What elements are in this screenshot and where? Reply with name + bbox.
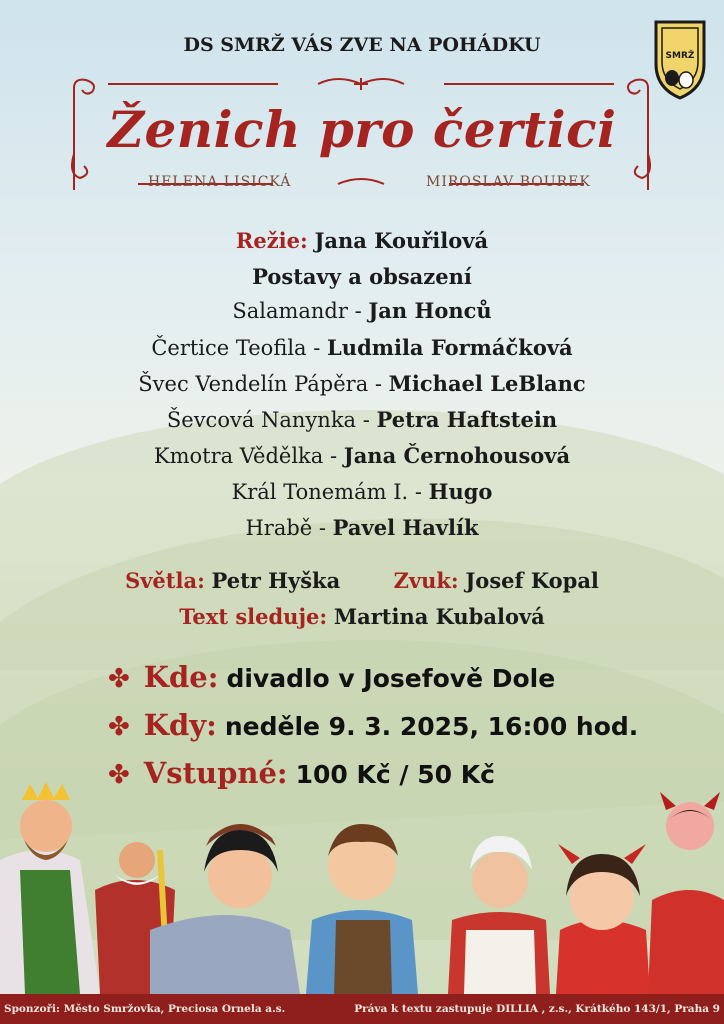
prompter-line <box>0 604 724 629</box>
rights-text: Práva k textu zastupuje DILLIA , z.s., Krátkého 143/1, Praha 9 <box>354 1003 720 1015</box>
info-value: 100 Kč / 50 Kč <box>295 760 495 789</box>
lights-label: Světla: <box>125 568 205 593</box>
cast-row: Salamandr - Jan Honců <box>232 298 492 323</box>
info-value: neděle 9. 3. 2025, 16:00 hod. <box>224 712 639 741</box>
info-when <box>108 708 638 742</box>
cartoon-characters-illustration <box>0 780 724 994</box>
cast-actor: Jan Honců <box>368 298 492 323</box>
cast-role: Švec Vendelín Pápěra <box>138 372 369 396</box>
svg-text:SMRŽ: SMRŽ <box>665 51 695 61</box>
info-value: divadlo v Josefově Dole <box>226 664 556 693</box>
cast-role: Čertice Teofila <box>151 336 307 360</box>
director-line <box>0 228 724 253</box>
godmother-figure <box>448 836 550 994</box>
author-left: HELENA LISICKÁ <box>148 174 292 190</box>
prompter-name: Martina Kubalová <box>333 604 545 629</box>
cast-role: Kmotra Vědělka <box>153 444 324 468</box>
info-label: Kde: <box>143 660 219 694</box>
footer-bar <box>0 994 724 1024</box>
cast-actor: Petra Haftstein <box>376 407 558 432</box>
cast-row: Hrabě - Pavel Havlík <box>245 515 479 540</box>
theatre-logo <box>652 18 708 100</box>
cast-actor: Pavel Havlík <box>332 515 479 540</box>
cast-actor: Michael LeBlanc <box>388 371 586 396</box>
cast-actor: Hugo <box>428 479 493 504</box>
cast-row: Kmotra Vědělka - Jana Černohousová <box>153 443 571 468</box>
director-name: Jana Kouřilová <box>314 228 489 253</box>
cast-role: Hrabě <box>245 516 313 540</box>
devil-figure <box>648 792 724 994</box>
cast-row: Ševcová Nanynka - Petra Haftstein <box>166 407 558 432</box>
sound-label: Zvuk: <box>393 568 459 593</box>
sound-name: Josef Kopal <box>465 568 599 593</box>
cast-role: Král Tonemám I. <box>231 480 409 504</box>
cross-ornament-icon: ✤ <box>108 664 130 694</box>
shoemaker-figure <box>306 824 418 994</box>
cross-ornament-icon: ✤ <box>108 712 130 742</box>
invite-line: DS SMRŽ VÁS ZVE NA POHÁDKU <box>183 34 541 56</box>
info-label: Vstupné: <box>143 756 288 790</box>
devil-girl-figure <box>556 844 650 994</box>
cast-heading: Postavy a obsazení <box>252 264 472 289</box>
author-right: MIROSLAV BOUREK <box>426 174 591 190</box>
cast-role: Ševcová Nanynka <box>166 408 357 432</box>
king-figure <box>0 782 100 994</box>
cast-row: Král Tonemám I. - Hugo <box>231 479 493 504</box>
cast-actor: Jana Černohousová <box>343 443 571 468</box>
cast-role: Salamandr <box>232 299 348 323</box>
play-title: Ženich pro čertici <box>107 100 617 159</box>
cast-actor: Ludmila Formáčková <box>327 335 573 360</box>
tech-crew-line <box>0 568 724 593</box>
sponsors-text: Sponzoři: Město Smržovka, Preciosa Ornela a.s. <box>4 1003 286 1015</box>
director-label: Režie: <box>235 228 308 253</box>
info-where <box>108 660 555 694</box>
lights-name: Petr Hyška <box>211 568 341 593</box>
cast-row: Čertice Teofila - Ludmila Formáčková <box>151 335 573 360</box>
info-label: Kdy: <box>143 708 217 742</box>
cross-ornament-icon: ✤ <box>108 760 130 790</box>
prompter-label: Text sleduje: <box>179 604 328 629</box>
cast-row: Švec Vendelín Pápěra - Michael LeBlanc <box>138 371 586 396</box>
